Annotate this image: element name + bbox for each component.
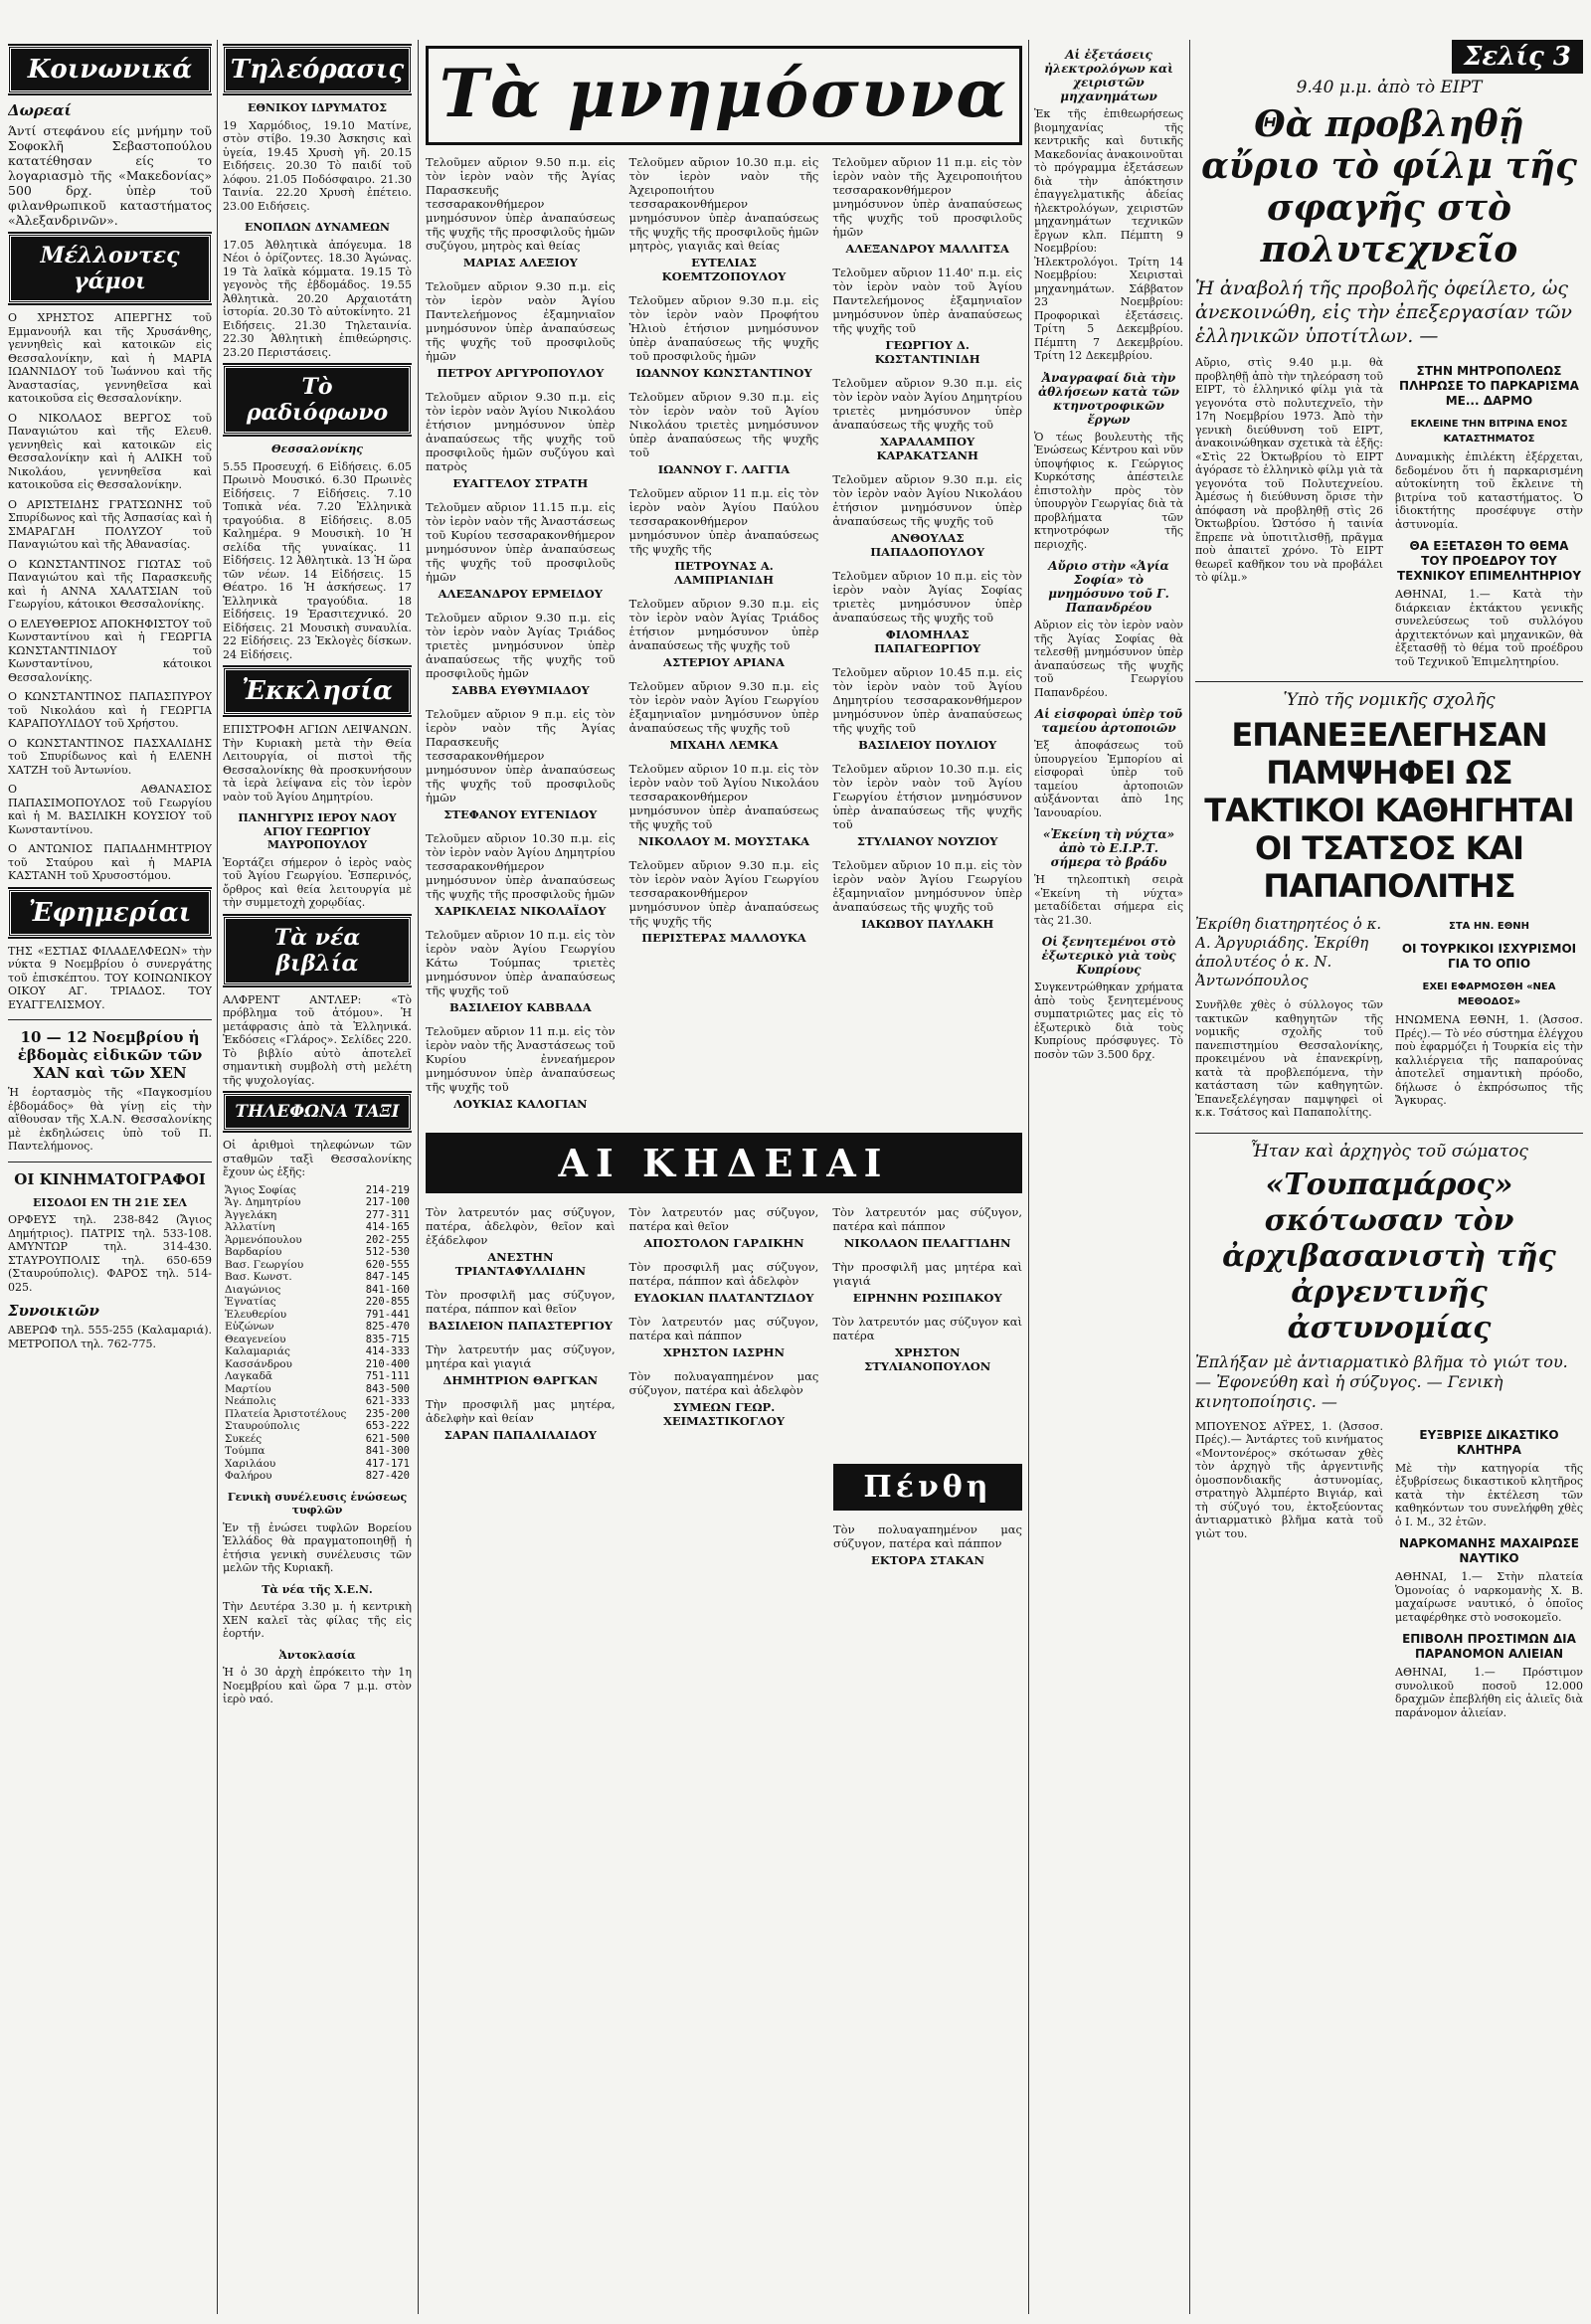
column-main-news xyxy=(1195,40,1583,2314)
aurio-text: Αὔριον εἰς τὸν ἱερὸν ναὸν τῆς Ἁγίας Σοφίας θὰ τελεσθῇ μνημόσυνον ὑπὲρ ἀναπαύσεως τῆς ψυχῆς τοῦ Γεωργίου Παπανδρέου. xyxy=(1034,619,1183,699)
phone-number: 653-222 xyxy=(365,1420,410,1432)
phone-row xyxy=(223,1284,412,1297)
funeral-entry-name: ΧΡΗΣΤΟΝ ΣΤΥΛΙΑΝΟΠΟΥΛΟΝ xyxy=(864,1345,991,1373)
phone-station: Τούμπα xyxy=(225,1445,265,1457)
tilefona-banner: ΤΗΛΕΦΩΝΑ ΤΑΞΙ xyxy=(223,1093,412,1131)
thessaloniki-title: Θεσσαλονίκης xyxy=(271,443,363,455)
phone-row xyxy=(223,1395,412,1408)
genikh-title: Γενικὴ συνέλευσις ἑνώσεως τυφλῶν xyxy=(227,1490,408,1517)
phone-station: Ἐλευθερίου xyxy=(225,1308,287,1321)
phone-station: Ἀλλατίνη xyxy=(225,1221,275,1233)
main-headline: Θὰ προβληθῇ αὔριο τὸ φίλμ τῆς σφαγῆς στὸ πολυτεχνεῖο xyxy=(1201,103,1577,270)
memorial-entry-name: ΧΑΡΑΛΑΜΠΟΥ ΚΑΡΑΚΑΤΣΑΝΗ xyxy=(876,435,978,462)
memorial-entry xyxy=(832,665,1022,752)
phone-row xyxy=(223,1209,412,1222)
phone-number: 620-555 xyxy=(365,1258,410,1271)
kinim-sub: ΕΙΣΟΔΟΙ ΕΝ ΤΗ 21Ε ΣΕΛ xyxy=(33,1195,187,1209)
phone-number: 414-165 xyxy=(365,1221,410,1233)
memorial-entry xyxy=(426,831,616,918)
mitr-title: ΣΤΗΝ ΜΗΤΡΟΠΟΛΕΩΣ ΠΛΗΡΩΣΕ ΤΟ ΠΑΡΚΑΡΙΣΜΑ ΜΕ... ΔΑΡΜΟ xyxy=(1399,364,1579,408)
phone-station: Ἀγγελάκη xyxy=(225,1208,277,1221)
memorial-entry xyxy=(832,569,1022,655)
gamoi-list xyxy=(8,311,212,883)
memorial-entry xyxy=(629,858,819,945)
memorial-entry xyxy=(629,762,819,848)
memorial-entry-text: Τελοῦμεν αὔριον 10 π.μ. εἰς τὸν ἱερὸν ναὸν Ἁγίας Σοφίας τριετὲς μνημόσυνον ὑπὲρ ἀναπαύσεως τῆς ψυχῆς τοῦ xyxy=(832,569,1022,625)
eirt-title: ΕΘΝΙΚΟΥ ΙΔΡΥΜΑΤΟΣ xyxy=(247,101,388,114)
nomiki-subhead: Ἐκρίθη διατηρητέος ὁ κ. Α. Ἀργυριάδης. Ἐκρίθη ἀπολυτέος ὁ κ. Ν. Ἀντωνόπουλος xyxy=(1195,915,1382,989)
funeral-entry-name: ΑΠΟΣΤΟΛΟΝ ΓΑΡΔΙΚΗΝ xyxy=(643,1236,804,1250)
funeral-entry-name: ΔΗΜΗΤΡΙΟΝ ΘΑΡΓΚΑΝ xyxy=(442,1373,599,1387)
funeral-entry xyxy=(426,1397,616,1442)
phone-row xyxy=(223,1221,412,1234)
phone-number: 214-219 xyxy=(365,1183,410,1196)
phone-number: 841-300 xyxy=(365,1445,410,1457)
vivlia-text: ΑΛΦΡΕΝΤ ΑΝΤΛΕΡ: «Τὸ πρόβλημα τοῦ ἀτόμου». Ἡ μετάφρασις ἀπὸ τὰ Ἑλληνικά. Ἐκδόσεις «Γλάρος». Σελίδες 220. Τὸ βιβλίο αὐτὸ ἀποτελεῖ σημαντικὴ συμβολὴ στὴ μελέτη τῆς ψυχολογίας. xyxy=(223,992,412,1087)
memorial-entry xyxy=(832,472,1022,559)
phone-table xyxy=(223,1184,412,1483)
anagrafi-title: Ἀναγραφαί διὰ τὴν ἀθλήσεων κατὰ τῶν κτηνοτροφικῶν ἔργων xyxy=(1038,370,1179,427)
memorial-entry-text: Τελοῦμεν αὔριον 9.30 π.μ. εἰς τὸν ἱερὸν ναὸν Ἁγίας Τριάδος ἑτήσιον μνημόσυνον ὑπὲρ ἀναπαύσεως τῆς ψυχῆς τοῦ xyxy=(628,597,819,652)
exetasi-title: ΘΑ ΕΞΕΤΑΣΘΗ ΤΟ ΘΕΜΑ ΤΟΥ ΠΡΟΕΔΡΟΥ ΤΟΥ ΤΕΧΝΙΚΟΥ ΕΠΙΜΕΛΗΤΗΡΙΟΥ xyxy=(1396,539,1582,583)
memorial-entry-text: Τελοῦμεν αὔριον 9.30 π.μ. εἰς τὸν ἱερὸν ναὸν Ἁγίου Γεωργίου τεσσαρακονθήμερον μνημόσυνον ὑπὲρ ἀναπαύσεως τῆς ψυχῆς τῆς xyxy=(628,858,819,928)
exetasi-text: ΑΘΗΝΑΙ, 1.— Κατὰ τὴν διάρκειαν ἐκτάκτου γενικῆς συνελεύσεως τοῦ συλλόγου ἀρχιτεκτόνων καὶ μηχανικῶν, θὰ ἐξετασθῇ τὸ θέμα τοῦ προέδρου τοῦ Τεχνικοῦ Ἐπιμελητηρίου. xyxy=(1395,588,1583,668)
yened-title: ΕΝΟΠΛΩΝ ΔΥΝΑΜΕΩΝ xyxy=(244,221,390,234)
phone-station: Κασσάνδρου xyxy=(225,1357,292,1370)
efimeries-text: ΤΗΣ «ΕΣΤΙΑΣ ΦΙΛΑΔΕΛΦΕΩΝ» τὴν νύκτα 9 Νοεμβρίου ὁ συνεργάτης τοῦ ἐπισκέπτου. ΤΟΥ ΚΟΙΝΩΝΙΚΟΥ ΟΙΚΟΥ ΑΓ. ΤΡΙΑΔΟΣ. ΤΟΥ ΕΥΑΓΓΕΛΙΣΜΟΥ. xyxy=(8,944,212,1011)
memorial-col-2 xyxy=(629,155,819,1121)
memorial-entry-text: Τελοῦμεν αὔριον 9.30 π.μ. εἰς τὸν ἱερὸν ναὸν Ἁγίου Νικολάου ἑτήσιον μνημόσυνον ὑπὲρ ἀναπαύσεως τῆς ψυχῆς τοῦ xyxy=(832,472,1022,528)
funeral-entry-name: ΧΡΗΣΤΟΝ ΙΑΣΡΗΝ xyxy=(662,1345,786,1359)
gamoi-entry: Ο ΝΙΚΟΛΑΟΣ ΒΕΡΓΟΣ τοῦ Παναγιώτου καὶ τῆς Ελευθ. γεννηθεὶς καὶ κατοικῶν εἰς Θεσσαλονίκην καὶ ἡ ΑΛΙΚΗ τοῦ Νικολάου, γεννηθεῖσα καὶ κατοικοῦσα εἰς Θεσσαλονίκην. xyxy=(8,411,212,491)
gamoi-entry: Ο ΑΝΤΩΝΙΟΣ ΠΑΠΑΔΗΜΗΤΡΙΟΥ τοῦ Σταύρου καὶ ἡ ΜΑΡΙΑ ΚΑΣΤΑΝΗ τοῦ Χρυσοστόμου. xyxy=(8,842,212,882)
funeral-entry xyxy=(629,1205,819,1250)
memorial-entry-text: Τελοῦμεν αὔριον 9 π.μ. εἰς τὸν ἱερὸν ναὸν τῆς Ἁγίας Παρασκευῆς τεσσαρακονθήμερον μνημόσυνον ὑπὲρ ἀναπαύσεως τῆς ψυχῆς τοῦ προσφιλοῦς ἡμῶν xyxy=(426,707,616,804)
phone-row xyxy=(223,1234,412,1247)
memorial-entry-name: ΜΑΡΙΑΣ ΑΛΕΞΙΟΥ xyxy=(462,256,578,269)
memorial-entry-name: ΣΤΥΛΙΑΝΟΥ ΝΟΥΖΙΟΥ xyxy=(856,834,998,848)
ethni-line: ΣΤΑ ΗΝ. ΕΘΝΗ xyxy=(1449,921,1529,932)
phone-station: Συκεές xyxy=(225,1432,263,1445)
phone-number: 847-145 xyxy=(365,1271,410,1283)
memorial-entry xyxy=(426,500,616,601)
phone-row xyxy=(223,1296,412,1309)
antoklasia-text: Ἡ ὁ 30 ἀρχὴ ἐπρόκειτο τὴν 1η Νοεμβρίου καὶ ὥρα 7 μ.μ. στὸν ἱερὸ ναό. xyxy=(223,1666,412,1705)
nomiki-text: Συνῆλθε χθὲς ὁ σύλλογος τῶν τακτικῶν καθηγητῶν τῆς νομικῆς σχολῆς τοῦ πανεπιστημίου Θεσσαλονίκης, προκειμένου νὰ ἐπανεκρίνῃ, κατὰ τὰ προβλεπόμενα, τὴν κατάσταση τῶν καθηγητῶν. Ἐπανεξελέγησαν παμψηφεὶ οἱ κ.κ. Τσάτσος καὶ Παπαπολίτης. xyxy=(1195,998,1383,1119)
funeral-entry xyxy=(629,1369,819,1428)
memorial-entry xyxy=(426,1024,616,1111)
memorial-entry-text: Τελοῦμεν αὔριον 9.30 π.μ. εἰς τὸν ἱερὸν ναὸν Ἁγίας Τριάδος τριετὲς μνημόσυνον ὑπὲρ ἀναπαύσεως τῆς ψυχῆς τοῦ προσφιλοῦς ἡμῶν xyxy=(426,611,616,680)
radio-text: 5.55 Προσευχή. 6 Εἰδήσεις. 6.05 Πρωινὸ Μουσικό. 6.30 Πρωινὲς Εἰδήσεις. 7 Εἰδήσεις. 7.10 Τοπικὰ νέα. 7.20 Ἑλληνικὰ τραγούδια. 8 Εἰδήσεις. 8.05 Καλημέρα. 9 Μουσικὴ. 10 Ἡ σελίδα τῆς γυναίκας. 11 Εἰδήσεις. 12 Ἀθλητικὰ. 13 Ἡ ὥρα τῶν νέων. 14 Εἰδήσεις. 15 Θέατρο. 16 Ἡ ἀσκήσεως. 17 Ἑλληνικὰ τραγούδια. 18 Εἰδήσεις. 19 Ἐρασιτεχνικό. 20 Εἰδήσεις. 21 Μουσικὴ συναυλία. 22 Εἰδήσεις. 23 Ἐκλογὲς δίσκων. 24 Εἰδήσεις. xyxy=(223,459,412,661)
gamoi-entry: Ο ΑΘΑΝΑΣΙΟΣ ΠΑΠΑΣΙΜΟΠΟΥΛΟΣ τοῦ Γεωργίου καὶ ἡ Μ. ΒΑΣΙΛΙΚΗ ΚΟΥΣΙΟΥ τοῦ Κωνσταντίνου. xyxy=(8,783,212,836)
gamoi-banner: Μέλλοντες γάμοι xyxy=(8,234,212,303)
nomiki-headline: ΕΠΑΝΕΞΕΛΕΓΗΣΑΝ ΠΑΜΨΗΦΕΙ ΩΣ ΤΑΚΤΙΚΟΙ ΚΑΘΗΓΗΤΑΙ ΟΙ ΤΣΑΤΣΟΣ ΚΑΙ ΠΑΠΑΠΟΛΙΤΗΣ xyxy=(1204,716,1574,905)
memorial-entry-text: Τελοῦμεν αὔριον 11 π.μ. εἰς τὸν ἱερὸν ναὸν τῆς Ἀναστάσεως τοῦ Κυρίου ἐννεαήμερον μνημόσυνον ὑπὲρ ἀναπαύσεως τῆς ψυχῆς τοῦ xyxy=(426,1024,616,1094)
gamoi-entry: Ο ΕΛΕΥΘΕΡΙΟΣ ΑΠΟΚΗΦΙΣΤΟΥ τοῦ Κωνσταντίνου καὶ ἡ ΓΕΩΡΓΙΑ ΚΩΝΣΤΑΝΤΙΝΙΔΟΥ τοῦ Κωνσταντίνου, κάτοικοι Θεσσαλονίκης. xyxy=(8,617,212,684)
gamoi-entry: Ο ΧΡΗΣΤΟΣ ΑΠΕΡΓΗΣ τοῦ Εμμανουήλ και τῆς Χρυσάνθης, γεννηθεὶς καὶ κατοικῶν εἰς Θεσσαλονίκην, καὶ ἡ ΜΑΡΙΑ ΙΩΑΝΝΙΔΟΥ τοῦ Ἰωάννου καὶ τῆς Ἀναστασίας, γεννηθεῖσα καὶ κατοικοῦσα εἰς Θεσσαλονίκην. xyxy=(8,311,212,405)
phone-row xyxy=(223,1370,412,1383)
funeral-entry xyxy=(832,1315,1022,1373)
phone-row xyxy=(223,1420,412,1433)
memorial-entry-name: ΠΕΤΡΟΥΝΑΣ Α. ΛΑΜΠΡΙΑΝΙΔΗ xyxy=(673,559,775,587)
funeral-entry-text: Τὸν πολυαγαπημένον μας σύζυγον, πατέρα καὶ ἀδελφὸν xyxy=(628,1369,819,1397)
funeral-entry-text: Τὴν λατρευτήν μας σύζυγον, μητέρα καὶ γιαγιά xyxy=(426,1342,616,1370)
memorial-entry-text: Τελοῦμεν αὔριον 10.30 π.μ. εἰς τὸν ἱερὸν ναὸν Ἁγίου Δημητρίου τεσσαρακονθήμερον μνημόσυνον ὑπὲρ ἀναπαύσεως τῆς ψυχῆς τῆς προσφιλοῦς ἡμῶν xyxy=(426,831,616,901)
phone-station: Διαγώνιος xyxy=(225,1283,281,1296)
phone-row xyxy=(223,1470,412,1483)
funeral-entry-name: ΕΥΔΟΚΙΑΝ ΠΛΑΤΑΝΤΖΙΔΟΥ xyxy=(633,1291,814,1305)
funeral-col-2 xyxy=(629,1205,819,1452)
penthos-body: Τὸν πολυαγαπημένον μας σύζυγον, πατέρα καὶ πάππον xyxy=(833,1522,1022,1550)
memorial-entry xyxy=(629,597,819,669)
ekpompi-text: Ἡ τηλεοπτικὴ σειρὰ «Ἐκείνη τὴ νύχτα» μεταδίδεται σήμερα εἰς τὰς 21.30. xyxy=(1034,873,1183,927)
kinim-text: ΟΡΦΕΥΣ τηλ. 238-842 (Ἄγιος Δημήτριος). ΠΑΤΡΙΣ τηλ. 533-108. ΑΜΥΝΤΩΡ τηλ. 314-430. ΣΤΑΥΡΟΥΠΟΛΙΣ τηλ. 650-659 (Σταυρούπολις). ΦΑΡΟΣ τηλ. 514-025. xyxy=(8,1213,212,1294)
funeral-entry-name: ΣΥΜΕΩΝ ΓΕΩΡ. ΧΕΙΜΑΣΤΙΚΟΓΛΟΥ xyxy=(662,1400,786,1428)
gamoi-entry: Ο ΑΡΙΣΤΕΙΔΗΣ ΓΡΑΤΣΩΝΗΣ τοῦ Σπυρίδωνος καὶ τῆς Ἀσπασίας καὶ ἡ ΣΜΑΡΑΓΔΗ ΠΟΛΥΖΟΥ τοῦ Παναγιώτου καὶ τῆς Ἀθανασίας. xyxy=(8,497,212,551)
funeral-entry-text: Τὴν προσφιλῆ μας μητέρα καὶ γιαγιά xyxy=(832,1260,1022,1288)
memorial-entry-name: ΑΛΕΞΑΝΔΡΟΥ ΜΑΛΛΙΤΣΑ xyxy=(845,242,1009,256)
memorial-entry-text: Τελοῦμεν αὔριον 10 π.μ. εἰς τὸν ἱερὸν ναὸν Ἁγίου Γεωργίου Κάτω Τούμπας τριετὲς μνημόσυνον ὑπὲρ ἀναπαύσεως τῆς ψυχῆς τοῦ xyxy=(426,928,616,997)
funeral-entry-text: Τὸν προσφιλῆ μας σύζυγον, πατέρα, πάππον καὶ ἀδελφὸν xyxy=(628,1260,819,1288)
phone-station: Βασ. Κωνστ. xyxy=(225,1271,292,1283)
memorial-entry-text: Τελοῦμεν αὔριον 9.30 π.μ. εἰς τὸν ἱερὸν ναὸν τοῦ Ἁγίου Νικολάου τριετὲς μνημόσυνον ὑπὲρ ἀναπαύσεως τῆς ψυχῆς τοῦ xyxy=(628,390,819,459)
funeral-entry-text: Τὸν προσφιλῆ μας σύζυγον, πατέρα, πάππον καὶ θεῖον xyxy=(426,1288,616,1316)
memorial-entry-text: Τελοῦμεν αὔριον 10.30 π.μ. εἰς τὸν ἱερὸν ναὸν τοῦ Ἁγίου Γεωργίου ἑτήσιον μνημόσυνον ὑπὲρ ἀναπαύσεως τῆς ψυχῆς τοῦ xyxy=(832,762,1022,831)
memorial-entry xyxy=(426,155,616,269)
memorial-entry-name: ΣΑΒΒΑ ΕΥΘΥΜΙΑΔΟΥ xyxy=(450,683,590,697)
memorial-entry-text: Τελοῦμεν αὔριον 9.30 π.μ. εἰς τὸν ἱερὸν ναὸν Ἁγίου Νικολάου ἑτήσιον μνημόσυνον ὑπὲρ ἀναπαύσεως τῆς ψυχῆς τοῦ προσφιλοῦς ἡμῶν συζύγου καὶ πατρὸς xyxy=(426,390,616,473)
phone-number: 791-441 xyxy=(365,1308,410,1321)
phone-row xyxy=(223,1408,412,1421)
memorial-entry xyxy=(832,858,1022,931)
aurio-title: Αὔριο στὴν «Ἁγία Σοφία» τὸ μνημόσυνο τοῦ Γ. Παπανδρέου xyxy=(1048,559,1169,615)
xen-title: Τὰ νέα τῆς Χ.Ε.Ν. xyxy=(262,1582,373,1596)
memorial-col-3 xyxy=(832,155,1022,1121)
memorial-entry xyxy=(426,707,616,821)
funeral-entry-name: ΣΑΡΑΝ ΠΑΠΑΛΙΛΑΙΔΟΥ xyxy=(443,1428,598,1442)
memorial-entry xyxy=(629,293,819,380)
memorial-entry-text: Τελοῦμεν αὔριον 10 π.μ. εἰς τὸν ἱερὸν ναὸν Ἁγίου Γεωργίου ἐξαμηνιαῖον μνημόσυνον ὑπὲρ ἀναπαύσεως τῆς ψυχῆς τοῦ xyxy=(832,858,1022,914)
vivlia-banner: Τὰ νέα βιβλία xyxy=(223,916,412,985)
ethni-headline: ΟΙ ΤΟΥΡΚΙΚΟΙ ΙΣΧΥΡΙΣΜΟΙ ΓΙΑ ΤΟ ΟΠΙΟ xyxy=(1401,942,1577,971)
memorial-entry-name: ΒΑΣΙΛΕΙΟΥ ΠΟΥΛΙΟΥ xyxy=(858,738,997,752)
memorial-entry xyxy=(426,611,616,697)
memorial-col-1 xyxy=(426,155,616,1121)
memorial-entry-text: Τελοῦμεν αὔριον 10.45 π.μ. εἰς τὸν ἱερὸν ναὸν τοῦ Ἁγίου Δημητρίου τεσσαρακονθήμερον μνημόσυνον ὑπὲρ ἀναπαύσεως τῆς ψυχῆς τοῦ xyxy=(832,665,1022,735)
phone-station: Ἁρμενόπουλου xyxy=(225,1233,302,1246)
phone-number: 417-171 xyxy=(365,1457,410,1470)
phone-row xyxy=(223,1309,412,1322)
narkom-text: ΑΘΗΝΑΙ, 1.— Στὴν πλατεία Ὁμονοίας ὁ ναρκομανὴς Χ. Β. μαχαίρωσε ναυτικό, ὁ ὁποῖος μεταφέρθηκε στὸ νοσοκομεῖο. xyxy=(1395,1570,1583,1624)
phone-row xyxy=(223,1458,412,1471)
memorial-entry xyxy=(426,390,616,490)
funeral-entry-text: Τὸν λατρευτόν μας σύζυγον, πατέρα, ἀδελφὸν, θεῖον καὶ ἐξάδελφον xyxy=(426,1205,616,1247)
memorial-entry-text: Τελοῦμεν αὔριον 10.30 π.μ. εἰς τὸν ἱερὸν ναὸν τῆς Ἀχειροποιήτου τεσσαρακονθήμερον μνημόσυνον ὑπὲρ ἀναπαύσεως τῆς ψυχῆς τῆς προσφιλοῦς ἡμῶν μητρὸς, γιαγιᾶς καὶ θείας xyxy=(628,155,819,253)
memorial-entry-text: Τελοῦμεν αὔριον 9.30 π.μ. εἰς τὸν ἱερὸν ναὸν Προφήτου Ἠλιοὺ ἑτήσιον μνημόσυνον ὑπὲρ ἀναπαύσεως τῆς ψυχῆς τοῦ προσφιλοῦς ἡμῶν xyxy=(628,293,819,363)
memorial-entry xyxy=(426,279,616,380)
phone-number: 217-100 xyxy=(365,1196,410,1208)
memorial-entry-text: Τελοῦμεν αὔριον 9.30 π.μ. εἰς τὸν ἱερὸν ναὸν Ἁγίου Παντελεήμονος ἐξαμηνιαῖον μνημόσυνον ὑπὲρ ἀναπαύσεως τῆς ψυχῆς τοῦ προσφιλοῦς ἡμῶν xyxy=(426,279,616,363)
phone-number: 843-500 xyxy=(365,1382,410,1395)
arxigos-line: Ἦταν καὶ ἀρχηγὸς τοῦ σώματος xyxy=(1250,1141,1528,1162)
memorial-entry xyxy=(629,486,819,587)
funeral-entry-name: ΒΑΣΙΛΕΙΟΝ ΠΑΠΑΣΤΕΡΓΙΟΥ xyxy=(428,1319,613,1333)
phone-row xyxy=(223,1271,412,1284)
phone-number: 825-470 xyxy=(365,1321,410,1333)
funeral-entry-name: ΝΙΚΟΛΑΟΝ ΠΕΛΑΓΓΙΔΗΝ xyxy=(843,1236,1011,1250)
narkom-title: ΝΑΡΚΟΜΑΝΗΣ ΜΑΧΑΙΡΩΣΕ ΝΑΥΤΙΚΟ xyxy=(1399,1536,1579,1565)
ethni-subhead: ΕΧΕΙ ΕΦΑΡΜΟΣΘΗ «ΝΕΑ ΜΕΘΟΔΟΣ» xyxy=(1422,982,1556,1007)
phone-station: Φαλήρου xyxy=(225,1470,272,1482)
memorial-entry-name: ΠΕΤΡΟΥ ΑΡΓΥΡΟΠΟΥΛΟΥ xyxy=(437,366,605,380)
koinonika-banner: Κοινωνικά xyxy=(8,46,212,93)
mitr-text: Δυναμικὴς ἐπιλέκτη ἐξέρχεται, δεδομένου ὅτι ἡ παρκαρισμένη αὐτοκίνητη τοῦ ἔκλεινε τὴ βιτρίνα τοῦ καταστήματος. Ὁ ἰδιοκτήτης προσέφυγε στὴν ἀστυνομία. xyxy=(1395,450,1583,531)
phone-row xyxy=(223,1383,412,1396)
phone-number: 751-111 xyxy=(365,1370,410,1382)
penthos-text xyxy=(833,1522,1022,1567)
gamoi-entry: Ο ΚΩΝΣΤΑΝΤΙΝΟΣ ΠΑΠΑΣΠΥΡΟΥ τοῦ Νικολάου καὶ ἡ ΓΕΩΡΓΙΑ ΚΑΡΑΠΟΥΛΙΔΟΥ τοῦ Χρήστου. xyxy=(8,690,212,730)
phone-station: Χαριλάου xyxy=(225,1457,276,1470)
memorial-entry xyxy=(832,266,1022,366)
arxigos-text: ΜΠΟΥΕΝΟΣ ΑΫΡΕΣ, 1. (Ἀσσοσ. Πρές).— Ἀντάρτες τοῦ κινήματος «Μοντονέρος» σκότωσαν χθὲς τὸν ἀρχηγὸ τῆς ἀργεντινῆς ὁμοσπονδιακῆς ἀστυνομίας, στρατηγὸ Ἀλμπέρτο Βιγιάρ, καὶ τὴ σύζυγό του, ἐκτοξεύοντας ἀντιαρματικὸ βλῆμα κατὰ τοῦ γιὼτ του. xyxy=(1195,1419,1383,1540)
memorial-entry-name: ΑΝΘΟΥΛΑΣ ΠΑΠΑΔΟΠΟΥΛΟΥ xyxy=(870,531,985,559)
phone-row xyxy=(223,1184,412,1197)
penthos-name: ΕΚΤΟΡΑ ΣΤΑΚΑΝ xyxy=(871,1553,984,1567)
memorial-entry-name: ΓΕΩΡΓΙΟΥ Δ. ΚΩΣΤΑΝΤΙΝΙΔΗ xyxy=(874,338,980,366)
funeral-col-3 xyxy=(832,1205,1022,1452)
anagrafi-text: Ὁ τέως βουλευτὴς τῆς Ἐνώσεως Κέντρου καὶ νῦν ὑποψήφιος κ. Γεώργιος Κυρκότσης ἀπέστειλε ἐπιστολὴν πρὸς τὸν ὑπουργὸν Γεωργίας διὰ τὰ προβλήματα τῶν κτηνοτρόφων τῆς περιοχῆς. xyxy=(1034,430,1183,551)
funeral-entry xyxy=(629,1260,819,1305)
epivoli-title: ΕΠΙΒΟΛΗ ΠΡΟΣΤΙΜΩΝ ΔΙΑ ΠΑΡΑΝΟΜΟΝ ΑΛΙΕΙΑΝ xyxy=(1402,1632,1576,1661)
phone-station: Εὐζώνων xyxy=(225,1321,274,1333)
funeral-entry xyxy=(629,1315,819,1359)
memorial-entry-name: ΧΑΡΙΚΛΕΙΑΣ ΝΙΚΟΛΑΪΔΟΥ xyxy=(435,904,607,918)
phone-row xyxy=(223,1345,412,1358)
phone-row xyxy=(223,1196,412,1209)
memorial-entry-text: Τελοῦμεν αὔριον 9.30 π.μ. εἰς τὸν ἱερὸν ναὸν Ἁγίου Δημητρίου τριετὲς μνημόσυνον ὑπὲρ ἀναπαύσεως τῆς ψυχῆς τοῦ xyxy=(832,376,1022,432)
funeral-entry xyxy=(832,1205,1022,1250)
efimeries-banner: Ἐφημερίαι xyxy=(8,889,212,937)
memorial-entry-name: ΙΩΑΝΝΟΥ ΚΩΝΣΤΑΝΤΙΝΟΥ xyxy=(635,366,812,380)
phone-number: 835-715 xyxy=(365,1333,410,1345)
eirt-text: 19 Χαρμόδιος, 19.10 Ματίνε, στὸν στίβο. 19.30 Ἀσκησις καὶ ὑγεία, 19.45 Χρυσὴ γῆ. 20.15 Ειδήσεις. 20.30 Τὸ παιδί τοῦ λόφου. 21.05 Ποδόσφαιρο. 21.30 Ταινία. 22.20 Χρυσὴ ἐπέτειο. 23.00 Ειδήσεις. xyxy=(223,118,412,213)
column-memorials xyxy=(426,40,1022,2314)
antoklasia-title: Ἀντοκλασία xyxy=(278,1648,356,1662)
panigyris-title: ΠΑΝΗΓΥΡΙΣ ΙΕΡΟΥ ΝΑΟΥ ΑΓΙΟΥ ΓΕΩΡΓΙΟΥ ΜΑΥΡΟΠΟΥΛΟΥ xyxy=(238,811,397,851)
funeral-entry-text: Τὸν λατρευτόν μας σύζυγον, πατέρα καὶ θεῖον xyxy=(628,1205,819,1233)
gamoi-entry: Ο ΚΩΝΣΤΑΝΤΙΝΟΣ ΓΙΩΤΑΣ τοῦ Παναγιώτου καὶ τῆς Παρασκευῆς καὶ ἡ ΑΝΝΑ ΧΑΛΑΤΣΙΑΝ τοῦ Γεωργίου, κάτοικοι Θεσσαλονίκης. xyxy=(8,557,212,611)
memorial-entry-text: Τελοῦμεν αὔριον 11.15 π.μ. εἰς τὸν ἱερὸν ναὸν τῆς Ἀναστάσεως τοῦ Κυρίου τεσσαρακονθήμερον μνημόσυνον ὑπὲρ ἀναπαύσεως τῆς ψυχῆς τοῦ προσφιλοῦς ἡμῶν xyxy=(426,500,616,584)
ekpompi-title: «Ἐκείνη τὴ νύχτα» ἀπὸ τὸ Ε.Ι.Ρ.Τ. σήμερα τὸ βράδυ xyxy=(1042,827,1175,869)
memorial-entry-name: ΝΙΚΟΛΑΟΥ Μ. ΜΟΥΣΤΑΚΑ xyxy=(637,834,810,848)
funeral-col-1 xyxy=(426,1205,616,1452)
time-line: 9.40 μ.μ. ἀπὸ τὸ ΕΙΡΤ xyxy=(1296,78,1483,97)
phone-number: 414-333 xyxy=(365,1345,410,1357)
phone-station: Ἄγιος Σοφίας xyxy=(225,1183,296,1196)
memorial-entry xyxy=(629,390,819,476)
dorea-text: Άντί στεφάνου είς μνήμην τοῦ Σοφοκλῆ Σεβαστοπούλου κατατέθησαν είς το λογαριασμὸ τῆς «Μακεδονίας» 500 δρχ. ὑπὲρ τοῦ φιλανθρωπικοῦ καταστήματος «Ἀλεξανδρινῶν». xyxy=(8,123,212,228)
eisfora-text: Ἐξ ἀποφάσεως τοῦ ὑπουργείου Ἐμπορίου αἱ εἰσφοραὶ ὑπὲρ τοῦ ταμείου ἀρτοποιῶν αὐξάνονται ἀπὸ 1ης Ἰανουαρίου. xyxy=(1034,739,1183,819)
funeral-entry xyxy=(426,1342,616,1387)
phone-row xyxy=(223,1246,412,1259)
memorial-entry-name: ΠΕΡΙΣΤΕΡΑΣ ΜΑΛΛΟΥΚΑ xyxy=(641,931,806,945)
memorial-entry-text: Τελοῦμεν αὔριον 11.40' π.μ. εἰς τὸν ἱερὸν ναὸν τοῦ Ἁγίου Παντελεήμονος ἐξαμηνιαῖον μνημόσυνον ὑπὲρ ἀναπαύσεως τῆς ψυχῆς τοῦ xyxy=(832,266,1022,335)
nomiki-line: Ὑπὸ τῆς νομικῆς σχολῆς xyxy=(1283,690,1496,710)
kyprou-text: Συγκεντρώθηκαν χρήματα ἀπὸ τοὺς ξενητεμένους συμπατριῶτες μας εἰς τὸ ἐξωτερικὸ διὰ τοὺς Κυπρίους πρόσφυγες. Τὸ ποσὸν τῶν 3.500 δρχ. xyxy=(1034,981,1183,1061)
panigyris-text: Ἑορτάζει σήμερον ὁ ἱερὸς ναὸς τοῦ Ἁγίου Γεωργίου. Ἐσπερινός, ὄρθρος καὶ θεία λειτουργία μὲ τὴν συμμετοχὴ χορῳδίας. xyxy=(223,855,412,909)
phone-row xyxy=(223,1445,412,1458)
phone-station: Θεαγενείου xyxy=(225,1333,286,1345)
phone-number: 277-311 xyxy=(365,1208,410,1221)
phone-number: 621-333 xyxy=(365,1395,410,1407)
memorial-entry xyxy=(629,155,819,283)
ekklisia-banner: Ἐκκλησία xyxy=(223,667,412,715)
funeral-entry-text: Τὸν λατρευτόν μας σύζυγον, πατέρα καὶ πάππον xyxy=(832,1205,1022,1233)
phone-station: Σταυρούπολις xyxy=(225,1420,300,1432)
phone-row xyxy=(223,1334,412,1346)
phone-station: Ἐγνατίας xyxy=(225,1296,276,1308)
phone-station: Λαγκαδᾶ xyxy=(225,1370,273,1382)
memorial-entry-text: Τελοῦμεν αὔριον 11 π.μ. εἰς τὸν ἱερὸν ναὸν τῆς Ἀχειροποιήτου τεσσαρακονθήμερον μνημόσυνον ὑπὲρ ἀναπαύσεως τῆς ψυχῆς τοῦ προσφιλοῦς ἡμῶν xyxy=(832,155,1022,239)
memorial-entry-name: ΕΥΤΕΛΙΑΣ ΚΟΕΜΤΖΟΠΟΥΛΟΥ xyxy=(661,256,787,283)
memorial-entry-name: ΑΣΤΕΡΙΟΥ ΑΡΙΑΝΑ xyxy=(663,655,785,669)
ekklisia-text: ΕΠΙΣΤΡΟΦΗ ΑΓΙΩΝ ΛΕΙΨΑΝΩΝ. Τὴν Κυριακὴ μετὰ τὴν Θεία Λειτουργία, οἱ πιστοὶ τῆς Θεσσαλονίκης θὰ προσκυνήσουν τὰ ἱερὰ λείψανα εἰς τὸν ἱερὸν ναὸν τοῦ Ἁγίου Δημητρίου. xyxy=(223,723,412,804)
xen-text: Τὴν Δευτέρα 3.30 μ. ἡ κεντρικὴ ΧΕΝ καλεῖ τὰς φίλας τῆς εἰς ἑορτήν. xyxy=(223,1600,412,1640)
phone-number: 202-255 xyxy=(365,1233,410,1246)
phone-number: 220-855 xyxy=(365,1296,410,1308)
phone-row xyxy=(223,1433,412,1446)
funeral-entry-text: Τὸν λατρευτόν μας σύζυγον καὶ πατέρα xyxy=(832,1315,1022,1342)
phone-station: Νεάπολις xyxy=(225,1395,276,1407)
epivoli-text: ΑΘΗΝΑΙ, 1.— Πρόστιμον συνολικοῦ ποσοῦ 12.000 δραχμῶν ἐπεβλήθη εἰς ἁλιεῖς διὰ παράνομον ἁλιείαν. xyxy=(1395,1666,1583,1719)
phone-station: Πλατεία Ἀριστοτέλους xyxy=(225,1407,347,1420)
genikh-text: Ἐν τῇ ἐνώσει τυφλῶν Βορείου Ἑλλάδος θὰ πραγματοποιηθῇ ἡ ἐτήσια γενικὴ συνέλευσις τῶν μελῶν τῆς Κυριακῆ. xyxy=(223,1520,412,1574)
mitr-sub: ΕΚΛΕΙΝΕ ΤΗΝ ΒΙΤΡΙΝΑ ΕΝΟΣ ΚΑΤΑΣΤΗΜΑΤΟΣ xyxy=(1410,419,1568,445)
funeral-entry-name: ΕΙΡΗΝΗΝ ΡΩΣΙΠΑΚΟΥ xyxy=(852,1291,1002,1305)
tilefona-intro: Οἱ ἀριθμοὶ τηλεφώνων τῶν σταθμῶν ταξὶ Θεσσαλονίκης ἔχουν ὡς ἑξῆς: xyxy=(223,1139,412,1178)
memorial-entry-name: ΣΤΕΦΑΝΟΥ ΕΥΓΕΝΙΔΟΥ xyxy=(443,807,598,821)
exetaseis-text: Ἐκ τῆς ἐπιθεωρήσεως βιομηχανίας τῆς κεντρικῆς καὶ δυτικῆς Μακεδονίας ἀνακοινοῦται τὸ πρόγραμμα ἐξετάσεων διὰ τὴν ἀπόκτησιν ἐπαγγελματικῆς ἀδείας ἠλεκτρολόγων, χειριστῶν μηχανημάτων τεχνικῶν ἔργων κλπ. Πέμπτη 9 Νοεμβρίου: Ἠλεκτρολόγοι. Τρίτη 14 Νοεμβρίου: Χειρισταὶ μηχανημάτων. Σάββατον 23 Νοεμβρίου: Προφορικαὶ ἐξετάσεις. Τρίτη 5 Δεκεμβρίου. Πέμπτη 7 Δεκεμβρίου. Τρίτη 12 Δεκεμβρίου. xyxy=(1034,107,1183,362)
column-news-left xyxy=(1034,40,1183,2314)
memorial-entry-text: Τελοῦμεν αὔριον 10 π.μ. εἰς τὸν ἱερὸν ναὸν τοῦ Ἁγίου Νικολάου τεσσαρακονθήμερον μνημόσυνον ὑπὲρ ἀναπαύσεως τῆς ψυχῆς τοῦ xyxy=(628,762,819,831)
mnimosyna-title: Τὰ μνημόσυνα xyxy=(426,46,1022,145)
ethni-text: ΗΝΩΜΕΝΑ ΕΘΝΗ, 1. (Ἀσσοσ. Πρές).— Τὸ νέο σύστημα ἐλέγχου ποὺ ἐφαρμόζει ἡ Τουρκία εἰς τὴν καλλιέργεια τῆς παπαρούνας ἀποτελεῖ σημαντικὴ πρόοδο, δήλωσε ὁ ἐκπρόσωπος τῆς Ἄγκυρας. xyxy=(1395,1013,1583,1107)
memorial-entry xyxy=(629,679,819,752)
main-subhead: Ἡ ἀναβολή τῆς προβολῆς ὀφείλετο, ὡς ἀνεκοινώθη, εἰς τὴν ἐπεξεργασίαν τῶν ἑλληνικῶν ὑποτίτλων. — xyxy=(1195,277,1572,347)
phone-station: Καλαμαριάς xyxy=(225,1345,290,1357)
memorial-entry xyxy=(832,376,1022,462)
memorial-entry xyxy=(832,762,1022,848)
dorea-title: Δωρεαί xyxy=(8,101,72,119)
phone-station: Βαρδαρίου xyxy=(225,1246,282,1258)
memorial-entry-name: ΑΛΕΞΑΝΔΡΟΥ ΕΡΜΕΙΔΟΥ xyxy=(438,587,604,601)
phone-station: Βασ. Γεωργίου xyxy=(225,1258,304,1271)
phone-row xyxy=(223,1358,412,1371)
kinim-title: ΟΙ ΚΙΝΗΜΑΤΟΓΡΑΦΟΙ xyxy=(14,1169,206,1188)
synoikion-text: ΑΒΕΡΩΦ τηλ. 555-255 (Καλαμαριά). ΜΕΤΡΟΠΟΛ τηλ. 762-775. xyxy=(8,1324,212,1350)
phone-number: 827-420 xyxy=(365,1470,410,1482)
gamoi-entry: Ο ΚΩΝΣΤΑΝΤΙΝΟΣ ΠΑΣΧΑΛΙΔΗΣ τοῦ Σπυρίδωνος καὶ ἡ ΕΛΕΝΗ ΧΑΤΖΗ τοῦ Ἀντωνίου. xyxy=(8,736,212,777)
nov-notice-title: 10 — 12 Νοεμβρίου ἡ ἑβδομὰς εἰδικῶν τῶν ΧΑΝ καὶ τῶν ΧΕΝ xyxy=(17,1028,203,1082)
funeral-entry xyxy=(832,1260,1022,1305)
synoikion-title: Συνοικιῶν xyxy=(8,1302,99,1320)
memorial-entry-name: ΙΑΚΩΒΟΥ ΠΑΥΛΑΚΗ xyxy=(861,917,994,931)
penthos-banner: Πένθη xyxy=(833,1464,1022,1511)
phone-station: Ἄγ. Δημητρίου xyxy=(225,1196,301,1208)
phone-number: 621-500 xyxy=(365,1432,410,1445)
funeral-entry-name: ΑΝΕΣΤΗΝ ΤΡΙΑΝΤΑΦΥΛΛΙΔΗΝ xyxy=(454,1250,586,1278)
phone-row xyxy=(223,1321,412,1334)
phone-station: Μαρτίου xyxy=(225,1382,271,1395)
phone-number: 512-530 xyxy=(365,1246,410,1258)
nov-notice-text: Ἡ ἑορτασμὸς τῆς «Παγκοσμίου ἑβδομάδος» θὰ γίνῃ εἰς τὴν αἴθουσαν τῆς Χ.Α.Ν. Θεσσαλονίκης μὲ ἐκδηλώσεις ὑπὸ τοῦ Π. Παντελήμονος. xyxy=(8,1086,212,1153)
column-media xyxy=(223,40,412,2314)
memorial-entry xyxy=(832,155,1022,256)
phone-number: 841-160 xyxy=(365,1283,410,1296)
phone-number: 235-200 xyxy=(365,1407,410,1420)
kyprou-title: Οἱ ξενητεμένοι στὸ ἐξωτερικὸ γιὰ τοὺς Κυπρίους xyxy=(1041,935,1176,977)
radiofono-banner: Τὸ ραδιόφωνο xyxy=(223,365,412,435)
funeral-entry-text: Τὴν προσφιλῆ μας μητέρα, ἀδελφὴν καὶ θείαν xyxy=(426,1397,616,1425)
memorial-entry-name: ΛΟΥΚΙΑΣ ΚΑΛΟΓΙΑΝ xyxy=(453,1097,588,1111)
eisfora-title: Αἱ εἰσφοραὶ ὑπὲρ τοῦ ταμείου ἀρτοποιῶν xyxy=(1034,707,1183,735)
arxigos-subhead: Ἐπλήξαν μὲ ἀντιαρματικὸ βλῆμα τὸ γιώτ του.— Ἐφονεύθη καὶ ἡ σύζυγος. — Γενικὴ κινητοποίησις. — xyxy=(1195,1351,1568,1411)
column-society xyxy=(8,40,212,2314)
funeral-entry xyxy=(426,1205,616,1278)
arxigos-headline: «Τουπαμάρος» σκότωσαν τὸν ἀρχιβασανιστὴ τῆς ἀργεντινῆς ἀστυνομίας xyxy=(1222,1166,1556,1345)
funeral-entry xyxy=(426,1288,616,1333)
memorial-entry-name: ΕΥΑΓΓΕΛΟΥ ΣΤΡΑΤΗ xyxy=(452,476,589,490)
memorial-entry-text: Τελοῦμεν αὔριον 11 π.μ. εἰς τὸν ἱερὸν ναὸν Ἁγίου Παύλου τεσσαρακονθήμερον μνημόσυνον ὑπὲρ ἀναπαύσεως τῆς ψυχῆς τῆς xyxy=(628,486,819,556)
tileorasis-banner: Τηλεόρασις xyxy=(223,46,412,93)
memorial-entry xyxy=(426,928,616,1014)
memorial-entry-name: ΒΑΣΙΛΕΙΟΥ ΚΑΒΒΑΔΑ xyxy=(449,1000,592,1014)
memorial-entry-text: Τελοῦμεν αὔριον 9.50 π.μ. εἰς τὸν ἱερὸν ναὸν τῆς Ἁγίας Παρασκευῆς τεσσαρακονθήμερον μνημόσυνον ὑπὲρ ἀναπαύσεως τῆς ψυχῆς τῆς προσφιλοῦς ἡμῶν συζύγου, μητρὸς καὶ θείας xyxy=(426,155,616,253)
phone-row xyxy=(223,1259,412,1272)
memorial-entry-name: ΜΙΧΑΗΛ ΛΕΜΚΑ xyxy=(669,738,779,752)
kliriki-text: Μὲ τὴν κατηγορία τῆς ἐξυβρίσεως δικαστικοῦ κλητῆρος κατὰ τὴν ἐκτέλεση τῶν καθηκόντων του συνελήφθη χθὲς ὁ Ι. Μ., 32 ἐτῶν. xyxy=(1395,1461,1583,1528)
phone-number: 210-400 xyxy=(365,1357,410,1370)
exetaseis-title: Αἱ ἐξετάσεις ἠλεκτρολόγων καὶ χειριστῶν μηχανημάτων xyxy=(1044,48,1173,103)
memorial-entry-name: ΦΙΛΟΜΗΛΑΣ ΠΑΠΑΓΕΩΡΓΙΟΥ xyxy=(874,627,981,655)
kliriki-title: ΕΥΞΒΡΙΣΕ ΔΙΚΑΣΤΙΚΟ ΚΛΗΤΗΡΑ xyxy=(1419,1427,1559,1457)
main-text: Αὔριο, στὶς 9.40 μ.μ. θὰ προβληθῇ ἀπὸ τὴν τηλεόραση τοῦ ΕΙΡΤ, τὸ ἑλληνικό φίλμ γιὰ τὰ γεγονότα στὸ πολυτεχνεῖο, τὴν 17η Νοεμβρίου 1973. Ἀπὸ τὴν γενικὴ διεύθυνση τοῦ ΕΙΡΤ, ἀνακοινώθηκαν σχετικὰ τὰ ἑξῆς: «Στὶς 22 Ὀκτωβρίου τὸ ΕΙΡΤ ἀγόρασε τὸ ἑλληνικὸ φίλμ γιὰ τὰ γεγονότα τοῦ Πολυτεχνείου. Ἀμέσως ἡ διεύθυνση ὅρισε τὴν ἀπόφαση νὰ προβληθῇ στὶς 26 Ὀκτωβρίου. Ὡστόσο ἡ ταινία ἔπρεπε νὰ ὑποτιτλισθῇ, πρᾶγμα ποὺ ἀπαιτεῖ χρόνο. Τὸ ΕΙΡΤ θεωρεῖ καθῆκον του νὰ προβάλει τὸ φίλμ.» xyxy=(1195,356,1383,584)
page-badge: Σελίς 3 xyxy=(1452,40,1583,74)
memorial-entry-text: Τελοῦμεν αὔριον 9.30 π.μ. εἰς τὸν ἱερὸν ναὸν Ἁγίου Γεωργίου ἑξαμηνιαῖον μνημόσυνον ὑπὲρ ἀναπαύσεως τῆς ψυχῆς τοῦ xyxy=(628,679,819,735)
funeral-entry-text: Τὸν λατρευτόν μας σύζυγον, πατέρα καὶ πάππον xyxy=(628,1315,819,1342)
memorial-entry-name: ΙΩΑΝΝΟΥ Γ. ΛΑΓΓΙΑ xyxy=(657,462,791,476)
kideiai-banner: ΑΙ ΚΗΔΕΙΑΙ xyxy=(426,1133,1022,1193)
yened-text: 17.05 Ἀθλητικὰ ἀπόγευμα. 18 Νέοι ὁ ὁρίζοντες. 18.30 Ἀγώνας. 19 Τὰ λαϊκὰ κόμματα. 19.15 Τὸ γεγονὸς τῆς ἑβδομάδος. 19.55 Ἀθλητικὰ. 20.20 Αρχαιοτάτη ἱστορία. 20.30 Τὸ αὐτοκίνητο. 21 Ειδήσεις. 21.30 Τηλεταινία. 22.30 Ἀθλητικὴ ἐπιθεώρησις. 23.20 Περιστάσεις. xyxy=(223,238,412,359)
